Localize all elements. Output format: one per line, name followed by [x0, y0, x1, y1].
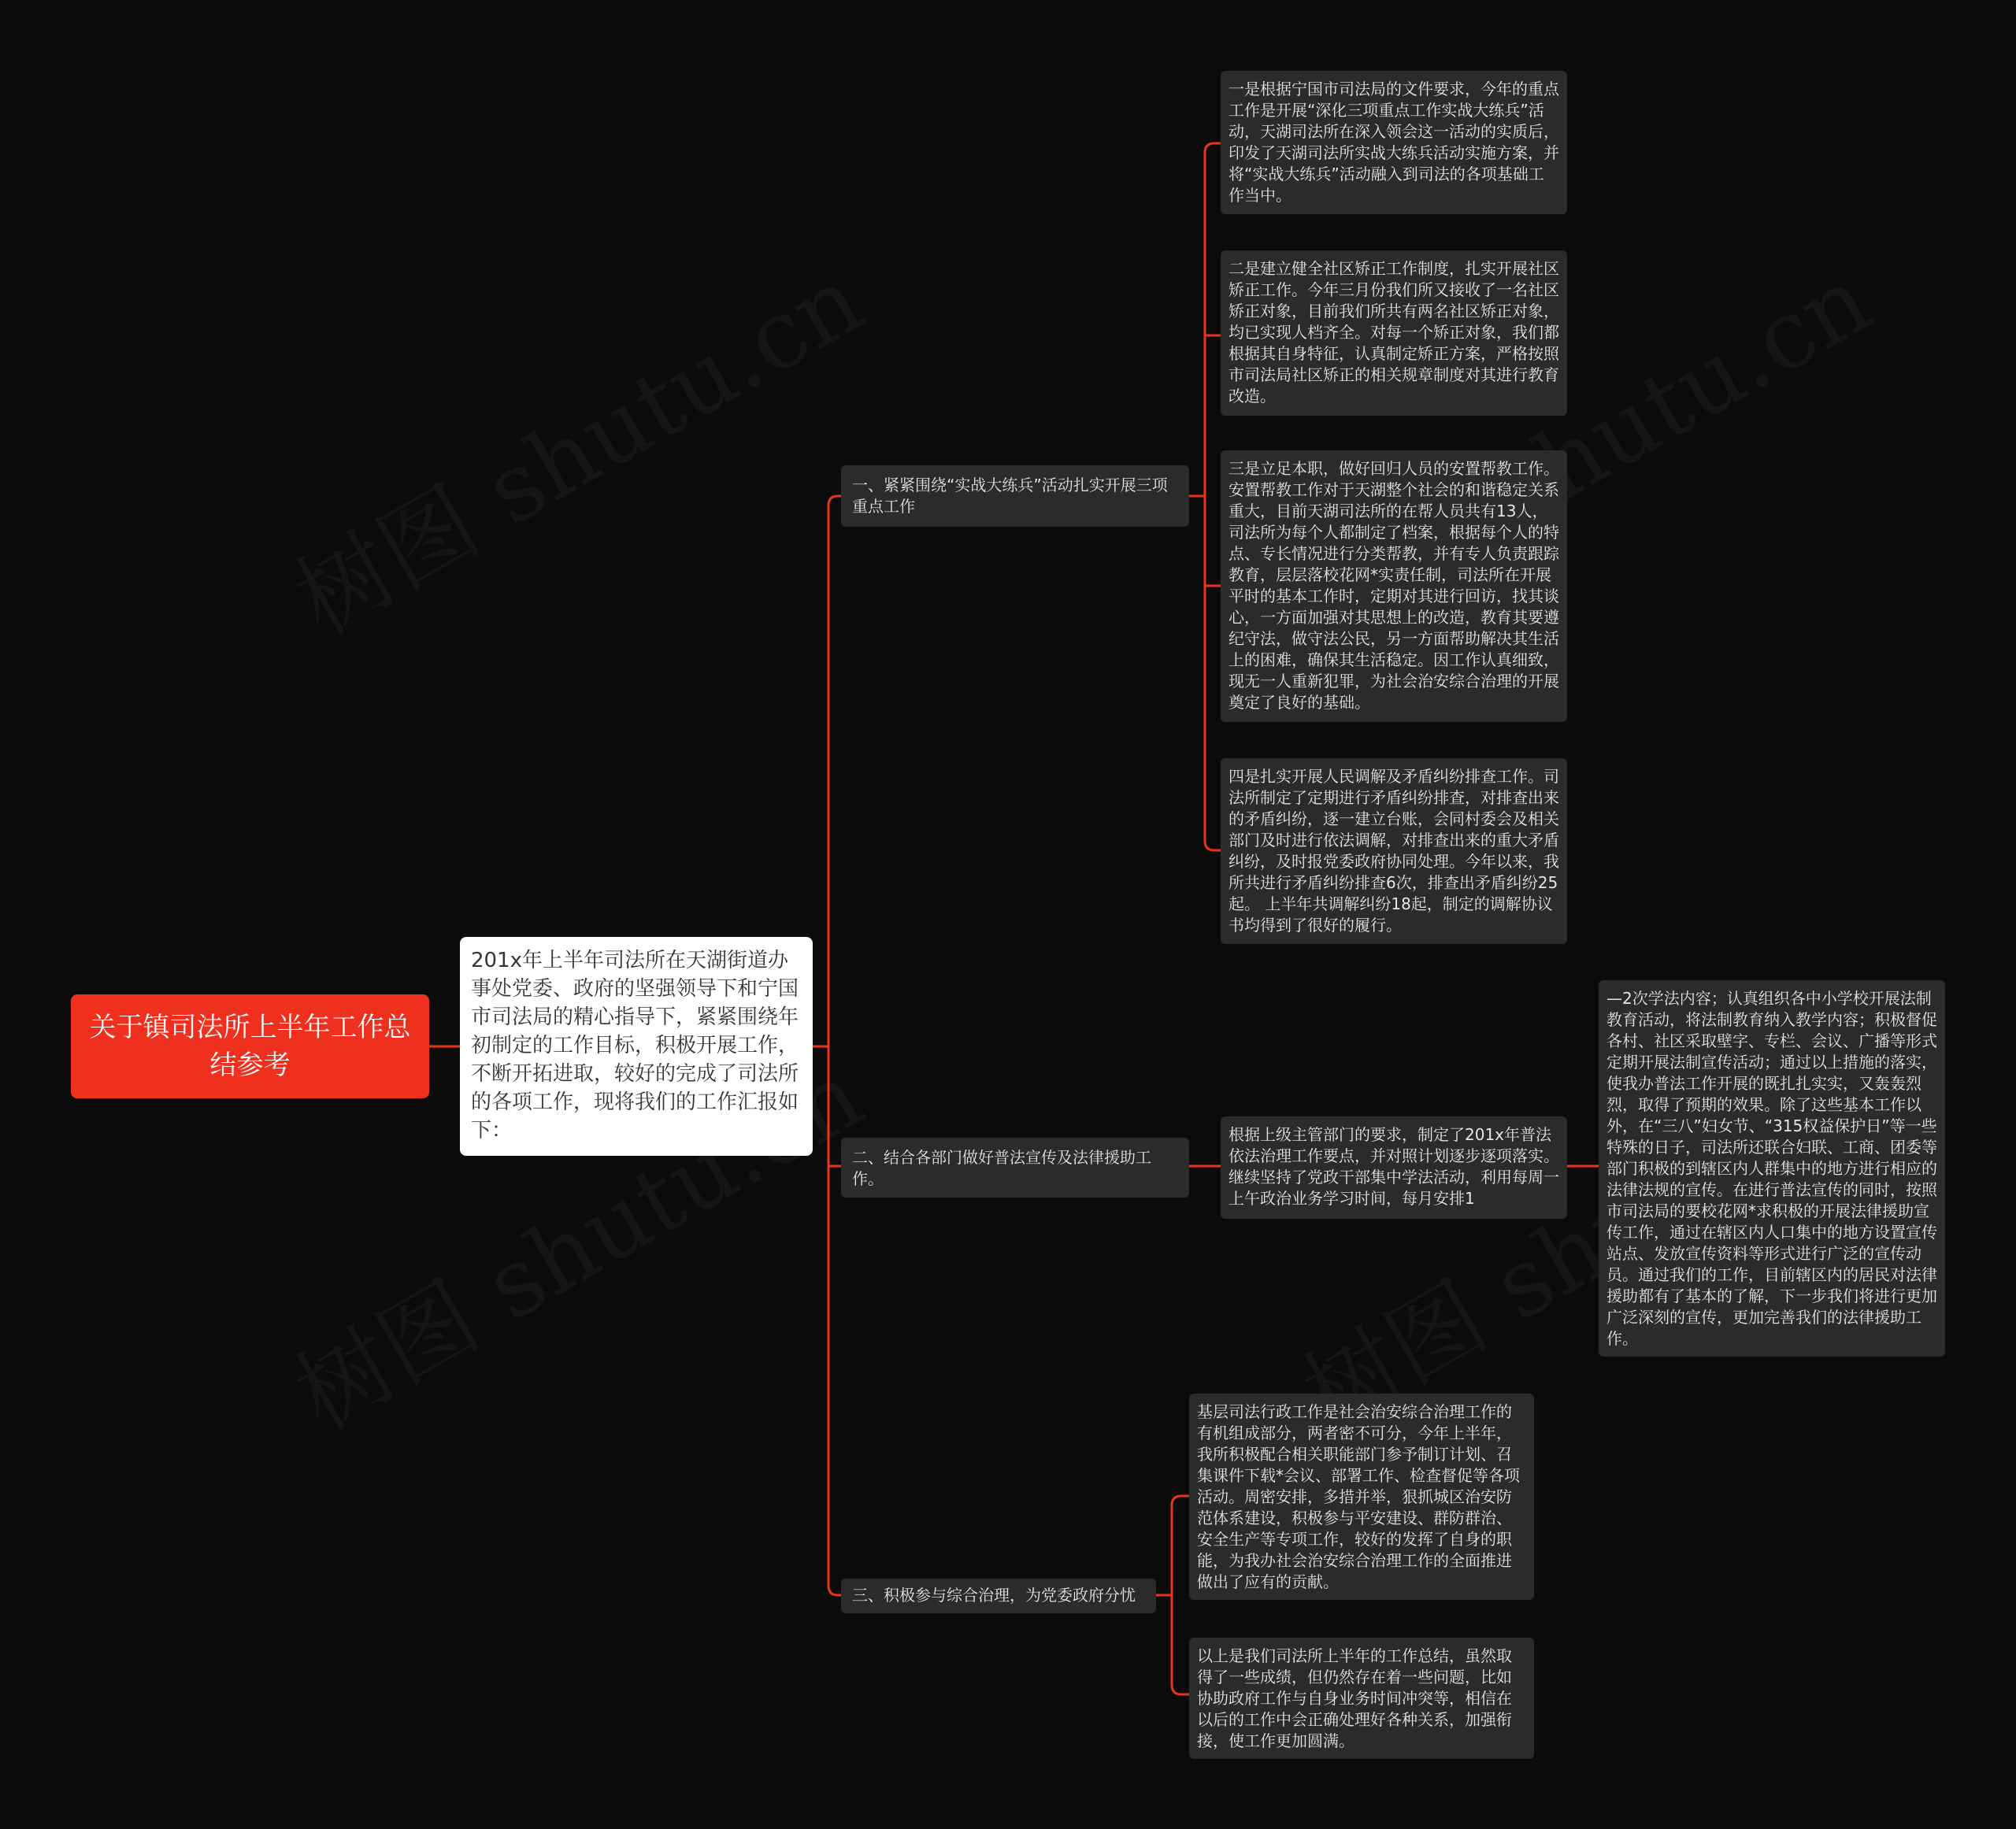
branch-3-child-1[interactable]	[1189, 1394, 1534, 1600]
branch-title: 一、紧紧围绕“实战大练兵”活动扎实开展三项重点工作	[852, 476, 1168, 516]
connector-trunk	[828, 496, 838, 1595]
root-title: 关于镇司法所上半年工作总结参考	[89, 1012, 411, 1081]
branch-node-1[interactable]	[841, 465, 1189, 527]
branch-1-child-4[interactable]	[1221, 758, 1567, 944]
leaf-text: 以上是我们司法所上半年的工作总结，虽然取得了一些成绩，但仍然存在着一些问题，比如协助政府工作与自身业务时间冲突等，相信在以后的工作中会正确处理好各种关系，加强衔接，使工作更加圆满。	[1197, 1646, 1512, 1750]
connector-b1-trunk	[1205, 143, 1214, 850]
branch-node-3[interactable]	[841, 1579, 1156, 1613]
leaf-text: 二是建立健全社区矫正工作制度，扎实开展社区矫正工作。今年三月份我们所又接收了一名社区矫正对象，目前我们所共有两名社区矫正对象，均已实现人档齐全。对每一个矫正对象，我们都根据其自身特征，认真制定矫正方案，严格按照市司法局社区矫正的相关规章制度对其进行教育改造。	[1228, 259, 1559, 405]
leaf-text: 根据上级主管部门的要求，制定了201x年普法依法治理工作要点，并对照计划逐步逐项落实。继续坚持了党政干部集中学法活动，利用每周一上午政治业务学习时间，每月安排1	[1228, 1125, 1559, 1208]
leaf-text: 一是根据宁国市司法局的文件要求，今年的重点工作是开展“深化三项重点工作实战大练兵”活动，天湖司法所在深入领会这一活动的实质后，印发了天湖司法所实战大练兵活动实施方案，并将“实战大练兵”活动融入到司法的各项基础工作当中。	[1228, 80, 1559, 205]
branch-1-child-3[interactable]	[1221, 450, 1567, 722]
branch-1-child-1[interactable]	[1221, 71, 1567, 214]
connector-b3-trunk	[1172, 1496, 1181, 1694]
leaf-text: 四是扎实开展人民调解及矛盾纠纷排查工作。司法所制定了定期进行矛盾纠纷排查，对排查出来的矛盾纠纷，逐一建立台账，会同村委会及相关部门及时进行依法调解，对排查出来的重大矛盾纠纷，及时报党委政府协同处理。今年以来，我所共进行矛盾纠纷排查6次，排查出矛盾纠纷25起。 上半年共调解纠纷18起，制定的调解协议书均得到了很好的履行。	[1228, 767, 1559, 935]
summary-text: 201x年上半年司法所在天湖街道办事处党委、政府的坚强领导下和宁国市司法局的精心指导下，紧紧围绕年初制定的工作目标，积极开展工作，不断开拓进取，较好的完成了司法所的各项工作，现将我们的工作汇报如下：	[471, 949, 799, 1142]
summary-node[interactable]	[460, 937, 813, 1156]
leaf-text: 基层司法行政工作是社会治安综合治理工作的有机组成部分，两者密不可分，今年上半年，我所积极配合相关职能部门参予制订计划、召集课件下载*会议、部署工作、检查督促等各项活动。周密安排，多措并举，狠抓城区治安防范体系建设，积极参与平安建设、群防群治、安全生产等专项工作，较好的发挥了自身的职能，为我办社会治安综合治理工作的全面推进做出了应有的贡献。	[1197, 1402, 1520, 1591]
branch-node-2[interactable]	[841, 1138, 1189, 1198]
branch-1-child-2[interactable]	[1221, 250, 1567, 416]
leaf-text: —2次学法内容；认真组织各中小学校开展法制教育活动，将法制教育纳入教学内容；积极督促各村、社区采取壁字、专栏、会议、广播等形式定期开展法制宣传活动；通过以上措施的落实，使我办普法工作开展的既扎扎实实，又轰轰烈烈，取得了预期的效果。除了这些基本工作以外，在“三八”妇女节、“315权益保护日”等一些特殊的日子，司法所还联合妇联、工商、团委等部门积极的到辖区内人群集中的地方进行相应的法律法规的宣传。在进行普法宣传的同时，按照市司法局的要校花网*求积极的开展法律援助宣传工作，通过在辖区内人口集中的地方设置宣传站点、发放宣传资料等形式进行广泛的宣传动员。通过我们的工作，目前辖区内的居民对法律援助都有了基本的了解，下一步我们将进行更加广泛深刻的宣传，更加完善我们的法律援助工作。	[1606, 989, 1937, 1348]
branch-3-child-2[interactable]	[1189, 1638, 1534, 1759]
branch-title: 二、结合各部门做好普法宣传及法律援助工作。	[852, 1148, 1151, 1188]
leaf-text: 三是立足本职，做好回归人员的安置帮教工作。安置帮教工作对于天湖整个社会的和谐稳定关系重大，目前天湖司法所的在帮人员共有13人，司法所为每个人都制定了档案，根据每个人的特点、专长情况进行分类帮教，并有专人负责跟踪教育，层层落校花网*实责任制，司法所在开展平时的基本工作时，定期对其进行回访，找其谈心，一方面加强对其思想上的改造，教育其要遵纪守法，做守法公民，另一方面帮助解决其生活上的困难，确保其生活稳定。因工作认真细致，现无一人重新犯罪，为社会治安综合治理的开展奠定了良好的基础。	[1228, 459, 1559, 712]
branch-title: 三、积极参与综合治理，为党委政府分忧	[852, 1586, 1136, 1605]
root-node[interactable]	[71, 994, 429, 1098]
branch-2-child-1[interactable]	[1221, 1116, 1567, 1219]
branch-2-grandchild[interactable]	[1599, 980, 1945, 1357]
